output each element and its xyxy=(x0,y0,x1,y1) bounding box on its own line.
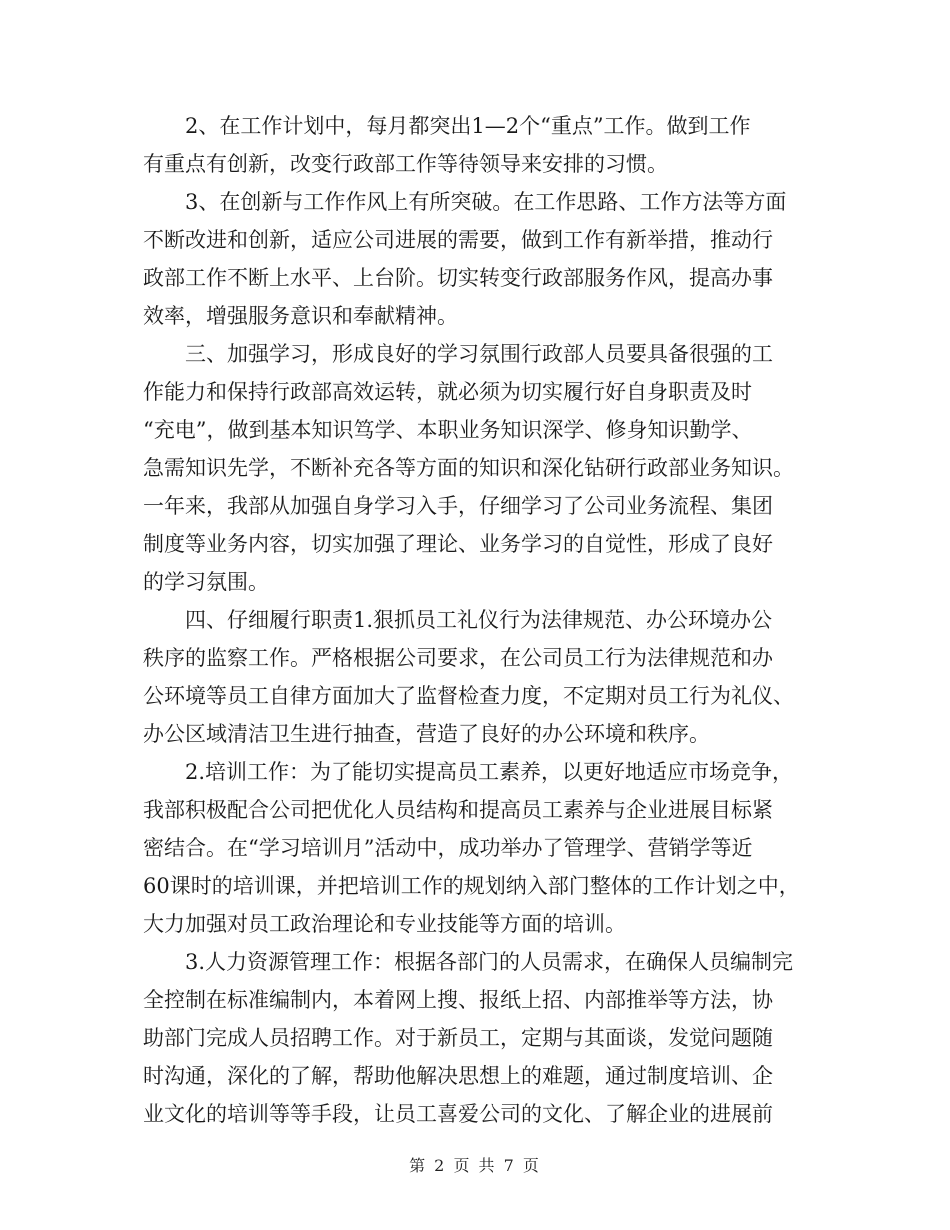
text-line: 助部门完成人员招聘工作。对于新员工，定期与其面谈，发觉问题随 xyxy=(143,1026,773,1050)
text-line: 政部工作不断上水平、上台阶。切实转变行政部服务作风，提高办事 xyxy=(143,266,773,290)
text-line: 一年来，我部从加强自身学习入手，仔细学习了公司业务流程、集团 xyxy=(143,494,773,518)
text-line: 作能力和保持行政部高效运转，就必须为切实履行好自身职责及时 xyxy=(143,380,752,404)
paragraph-duties xyxy=(143,601,808,753)
text-line: 不断改进和创新，适应公司进展的需要，做到工作有新举措，推动行 xyxy=(143,228,773,252)
text-line: 业文化的培训等等手段，让员工喜爱公司的文化、了解企业的进展前 xyxy=(143,1102,773,1126)
text-line: 的学习氛围。 xyxy=(143,570,269,594)
text-line: 3.人力资源管理工作：根据各部门的人员需求，在确保人员编制完 xyxy=(185,950,794,974)
text-line: 大力加强对员工政治理论和专业技能等方面的培训。 xyxy=(143,912,626,936)
text-line: “充电”，做到基本知识笃学、本职业务知识深学、修身知识勤学、 xyxy=(143,418,753,442)
page-number-footer: 第 2 页 共 7 页 xyxy=(409,1156,541,1175)
text-line: 全控制在标准编制内，本着网上搜、报纸上招、内部推举等方法，协 xyxy=(143,988,773,1012)
text-line: 60课时的培训课，并把培训工作的规划纳入部门整体的工作计划之中， xyxy=(143,874,800,898)
text-line: 我部积极配合公司把优化人员结构和提高员工素养与企业进展目标紧 xyxy=(143,798,773,822)
text-line: 2.培训工作：为了能切实提高员工素养，以更好地适应市场竞争， xyxy=(185,760,794,784)
text-line: 密结合。在“学习培训月”活动中，成功举办了管理学、营销学等近 xyxy=(143,836,753,860)
paragraph-hr-management xyxy=(143,943,808,1133)
text-line: 效率，增强服务意识和奉献精神。 xyxy=(143,304,458,328)
text-line: 有重点有创新，改变行政部工作等待领导来安排的习惯。 xyxy=(143,152,668,176)
text-line: 秩序的监察工作。严格根据公司要求，在公司员工行为法律规范和办 xyxy=(143,646,773,670)
paragraph-innovation xyxy=(143,183,808,335)
text-line: 公环境等员工自律方面加大了监督检查力度，不定期对员工行为礼仪、 xyxy=(143,684,794,708)
document-body xyxy=(143,107,808,1133)
paragraph-learning xyxy=(143,335,808,601)
text-line: 办公区域清洁卫生进行抽查，营造了良好的办公环境和秩序。 xyxy=(143,722,710,746)
text-line: 急需知识先学，不断补充各等方面的知识和深化钻研行政部业务知识。 xyxy=(143,456,794,480)
paragraph-focus-work xyxy=(143,107,808,183)
text-line: 制度等业务内容，切实加强了理论、业务学习的自觉性，形成了良好 xyxy=(143,532,773,556)
paragraph-training xyxy=(143,753,808,943)
text-line: 2、在工作计划中，每月都突出1—2个“重点”工作。做到工作 xyxy=(185,114,751,138)
text-line: 时沟通，深化的了解，帮助他解决思想上的难题，通过制度培训、企 xyxy=(143,1064,773,1088)
text-line: 3、在创新与工作作风上有所突破。在工作思路、工作方法等方面 xyxy=(185,190,787,214)
text-line: 三、加强学习，形成良好的学习氛围行政部人员要具备很强的工 xyxy=(185,342,773,366)
text-line: 四、仔细履行职责1.狠抓员工礼仪行为法律规范、办公环境办公 xyxy=(185,608,773,632)
